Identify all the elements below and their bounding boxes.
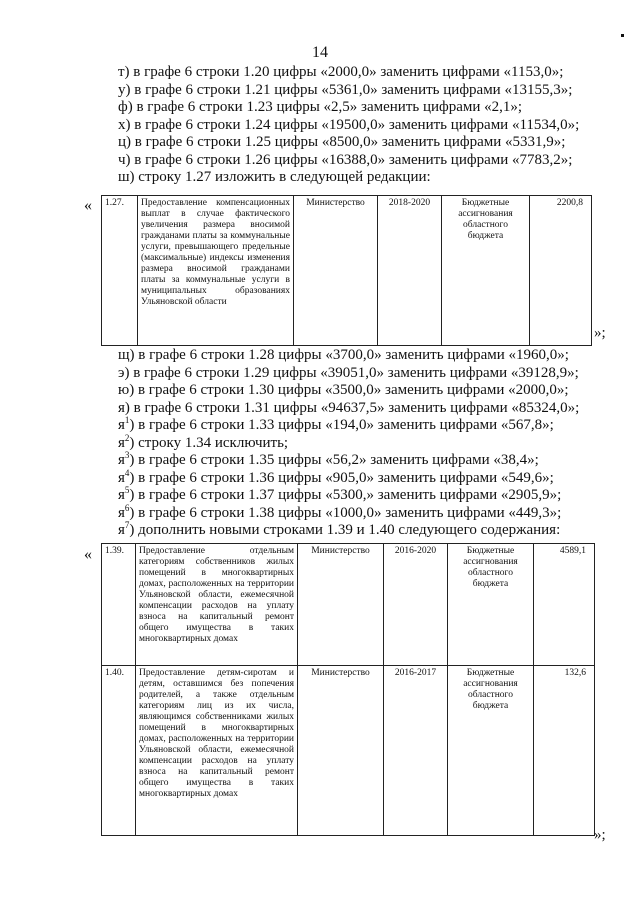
amendment-line: ф) в графе 6 строки 1.23 цифры «2,5» заменить цифрами «2,1»; xyxy=(118,99,523,115)
scan-dot xyxy=(621,34,624,37)
amendment-line: $я^4$) в графе 6 строки 1.36 цифры «905,0» заменить цифрами «549,6»; xyxy=(118,467,554,486)
amendment-line: т) в графе 6 строки 1.20 цифры «2000,0» заменить цифрами «1153,0»; xyxy=(118,64,564,80)
row-amount: 2200,8 xyxy=(530,196,592,346)
row-number: 1.39. xyxy=(102,544,136,666)
amendment-line: $я^5$) в графе 6 строки 1.37 цифры «5300,» заменить цифрами «2905,9»; xyxy=(118,485,562,503)
amendment-line: я) в графе 6 строки 1.31 цифры «94637,5» заменить цифрами «85324,0»; xyxy=(118,399,580,416)
row-term: 2016-2017 xyxy=(384,666,448,836)
row-source: Бюджетные ассигнования областного бюджета xyxy=(448,544,534,666)
amendment-line: ш) строку 1.27 изложить в следующей редакции: xyxy=(118,169,431,185)
opening-quote: « xyxy=(84,546,92,563)
amendment-line: $я^6$) в графе 6 строки 1.38 цифры «1000,0» заменить цифрами «449,3»; xyxy=(118,502,562,521)
amendments-block-2 xyxy=(118,347,579,540)
amendments-block-1 xyxy=(118,64,579,187)
row-number: 1.40. xyxy=(102,666,136,836)
row-executor: Министерство xyxy=(298,544,384,666)
row-description: Предоставление детям-сиротам и детям, оставшимся без попечения родителей, а также отдельным категориям лиц из их числа, являющимся собственниками жилых помещений в многоквартирных домах, расположенных на территории Ульяновской области, ежемесячной компенсации расходов на уплату взноса на капитальный ремонт общего имущества в таких многоквартирных домах xyxy=(136,666,298,836)
amendment-line: у) в графе 6 строки 1.21 цифры «5361,0» заменить цифрами «13155,3»; xyxy=(118,81,573,98)
amendment-line: $я^3$) в графе 6 строки 1.35 цифры «56,2» заменить цифрами «38,4»; xyxy=(118,450,539,468)
row-executor: Министерство xyxy=(294,196,378,346)
amendment-line: х) в графе 6 строки 1.24 цифры «19500,0» заменить цифрами «11534,0»; xyxy=(118,116,580,133)
closing-quote: »; xyxy=(594,325,606,341)
row-amount: 132,6 xyxy=(534,666,595,836)
row-executor: Министерство xyxy=(298,666,384,836)
row-term: 2016-2020 xyxy=(384,544,448,666)
opening-quote: « xyxy=(84,197,92,214)
table-row xyxy=(102,196,592,346)
table-rows-1-39-1-40 xyxy=(101,543,595,836)
amendment-line: $я^1$) в графе 6 строки 1.33 цифры «194,0» заменить цифрами «567,8»; xyxy=(118,415,554,433)
amendment-line: ю) в графе 6 строки 1.30 цифры «3500,0» заменить цифрами «2000,0»; xyxy=(118,382,569,398)
table-row xyxy=(102,544,595,666)
amendment-line: ц) в графе 6 строки 1.25 цифры «8500,0» заменить цифрами «5331,9»; xyxy=(118,134,566,150)
amendment-line: $я^7$) дополнить новыми строками 1.39 и 1.40 следующего содержания: xyxy=(118,520,561,538)
table-row xyxy=(102,666,595,836)
table-row-1-27 xyxy=(101,195,592,346)
closing-quote: »; xyxy=(594,827,606,843)
row-number: 1.27. xyxy=(102,196,138,346)
row-term: 2018-2020 xyxy=(378,196,442,346)
amendment-line: $я^2$) строку 1.34 исключить; xyxy=(118,432,289,451)
page-number: 14 xyxy=(312,44,328,61)
row-description: Предоставление компенсационных выплат в случае фактического увеличения размера вносимой гражданами платы за коммунальные услуги, превышающего предельные (максимальные) индексы изменения размера вносимой гражданами платы за коммунальные услуги в муниципальных образованиях Ульяновской области xyxy=(138,196,294,346)
row-source: Бюджетные ассигнования областного бюджета xyxy=(448,666,534,836)
amendment-line: ч) в графе 6 строки 1.26 цифры «16388,0» заменить цифрами «7783,2»; xyxy=(118,151,573,168)
row-source: Бюджетные ассигнования областного бюджета xyxy=(442,196,530,346)
amendment-line: щ) в графе 6 строки 1.28 цифры «3700,0» заменить цифрами «1960,0»; xyxy=(118,347,569,363)
amendment-line: э) в графе 6 строки 1.29 цифры «39051,0» заменить цифрами «39128,9»; xyxy=(118,364,579,381)
row-amount: 4589,1 xyxy=(534,544,595,666)
row-description: Предоставление отдельным категориям собственников жилых помещений в многоквартирных домах, расположенных на территории Ульяновской области, ежемесячной компенсации расходов на уплату взноса на капитальный ремонт общего имущества в таких многоквартирных домах xyxy=(136,544,298,666)
